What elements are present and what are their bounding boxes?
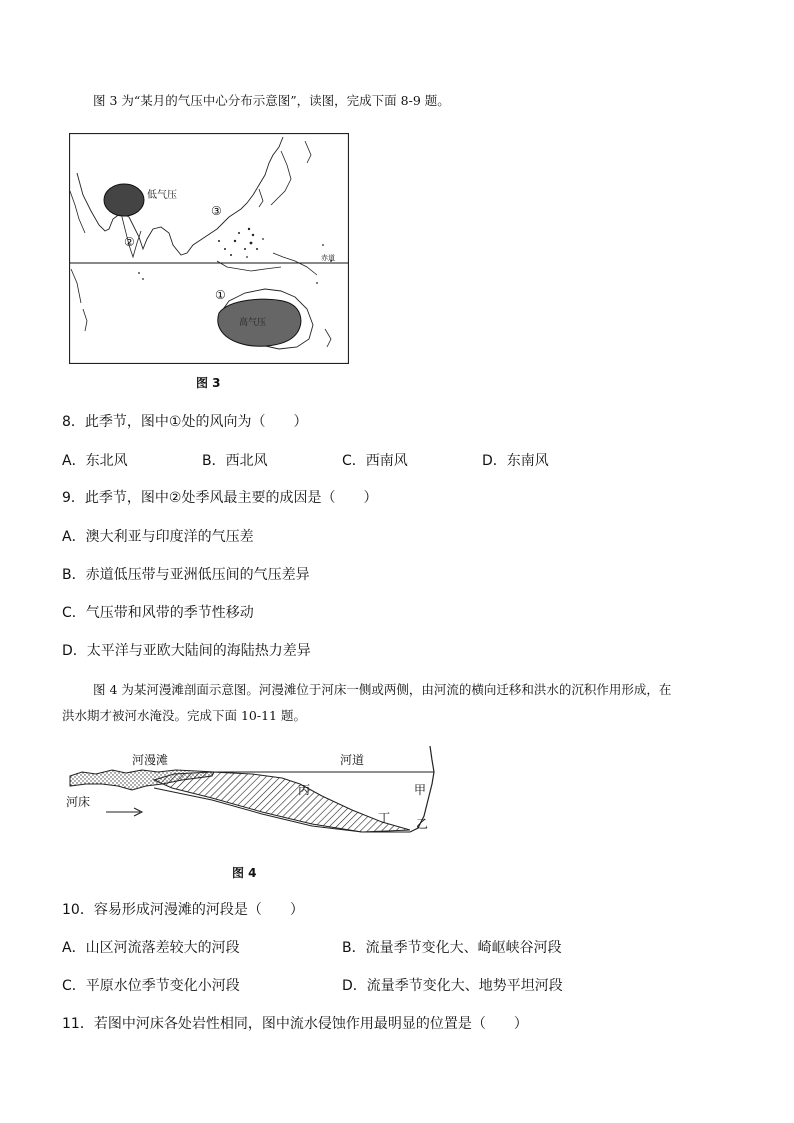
- pressure-center-map: [69, 133, 349, 364]
- high-pressure-label: 高气压: [239, 318, 267, 328]
- floodplain-section: [62, 740, 442, 840]
- marker-3: ③: [211, 204, 222, 218]
- question-9-option-a: A．澳大利亚与印度洋的气压差: [62, 529, 254, 545]
- figure-3-map: [69, 133, 349, 364]
- floodplain-label: 河漫滩: [132, 753, 169, 767]
- question-10-stem: 10．容易形成河漫滩的河段是（ ）: [62, 902, 304, 918]
- question-10-option-b: B．流量季节变化大、崎岖峡谷河段: [342, 940, 562, 956]
- bedrock-hatched: [154, 772, 410, 832]
- low-pressure-label: 低气压: [147, 190, 177, 201]
- channel-label: 河道: [340, 753, 365, 767]
- question-9-option-c: C．气压带和风带的季节性移动: [62, 605, 254, 621]
- intro-paragraph-2-line-1: 图 4 为某河漫滩剖面示意图。河漫滩位于河床一侧或两侧，由河流的横向迁移和洪水的沉积作用形成，在: [93, 682, 672, 697]
- question-8-option-d: D．东南风: [482, 453, 549, 469]
- question-9-option-d: D．太平洋与亚欧大陆间的海陆热力差异: [62, 643, 311, 659]
- question-10-option-a: A．山区河流落差较大的河段: [62, 940, 240, 956]
- label-jia: 甲: [414, 783, 427, 797]
- intro-paragraph-2-line-2: 洪水期才被河水淹没。完成下面 10-11 题。: [62, 708, 306, 723]
- figure-3-caption: 图 3: [196, 376, 221, 390]
- intro-paragraph-1: 图 3 为“某月的气压中心分布示意图”，读图，完成下面 8-9 题。: [93, 93, 450, 108]
- question-8-option-a: A．东北风: [62, 453, 128, 469]
- question-8-option-b: B．西北风: [202, 453, 268, 469]
- question-9-option-b: B．赤道低压带与亚洲低压间的气压差异: [62, 567, 310, 583]
- question-11-stem: 11．若图中河床各处岩性相同，图中流水侵蚀作用最明显的位置是（ ）: [62, 1016, 528, 1032]
- label-bing: 丙: [298, 783, 311, 797]
- map-frame: [70, 134, 349, 364]
- figure-4-caption: 图 4: [232, 866, 257, 880]
- question-10-option-d: D．流量季节变化大、地势平坦河段: [342, 978, 563, 994]
- question-8-stem: 8．此季节，图中①处的风向为（ ）: [62, 414, 308, 430]
- low-pressure-area: [104, 184, 144, 216]
- question-10-option-c: C．平原水位季节变化小河段: [62, 978, 240, 994]
- riverbed-label: 河床: [66, 795, 91, 809]
- equator-label: 赤道: [321, 254, 335, 262]
- label-ding: 丁: [378, 811, 391, 825]
- question-8-option-c: C．西南风: [342, 453, 408, 469]
- figure-4-diagram: [62, 740, 442, 840]
- marker-2: ②: [124, 235, 135, 249]
- label-yi: 乙: [416, 817, 429, 831]
- question-9-stem: 9．此季节，图中②处季风最主要的成因是（ ）: [62, 490, 378, 506]
- marker-1: ①: [215, 288, 226, 302]
